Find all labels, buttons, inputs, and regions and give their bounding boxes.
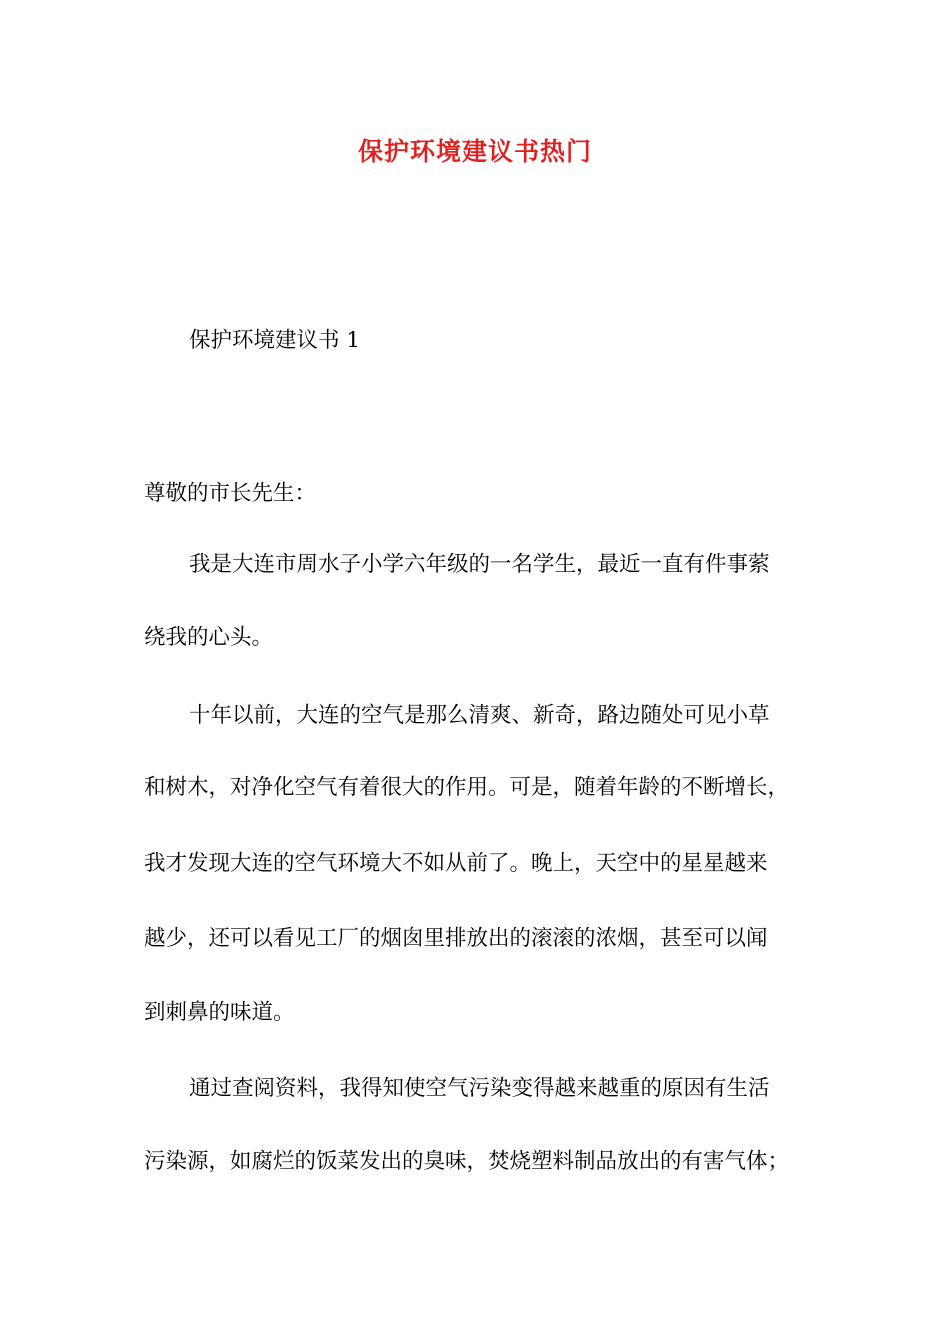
paragraph-line: 和树木，对净化空气有着很大的作用。可是，随着年龄的不断增长， xyxy=(144,775,790,800)
paragraph-line: 到刺鼻的味道。 xyxy=(144,1000,295,1025)
paragraph-line: 绕我的心头。 xyxy=(144,625,274,650)
paragraph-line: 我是大连市周水子小学六年级的一名学生，最近一直有件事萦 xyxy=(189,552,770,577)
paragraph-line: 越少，还可以看见工厂的烟囱里排放出的滚滚的浓烟，甚至可以闻 xyxy=(144,926,768,951)
salutation: 尊敬的市长先生： xyxy=(144,481,317,506)
section-heading: 保护环境建议书 1 xyxy=(189,328,361,353)
paragraph-line: 通过查阅资料，我得知使空气污染变得越来越重的原因有生活 xyxy=(189,1076,770,1101)
paragraph-line: 十年以前，大连的空气是那么清爽、新奇，路边随处可见小草 xyxy=(189,703,770,728)
document-title: 保护环境建议书热门 xyxy=(357,137,592,166)
paragraph-line: 污染源，如腐烂的饭菜发出的臭味，焚烧塑料制品放出的有害气体； xyxy=(144,1149,790,1174)
paragraph-line: 我才发现大连的空气环境大不如从前了。晚上，天空中的星星越来 xyxy=(144,851,768,876)
